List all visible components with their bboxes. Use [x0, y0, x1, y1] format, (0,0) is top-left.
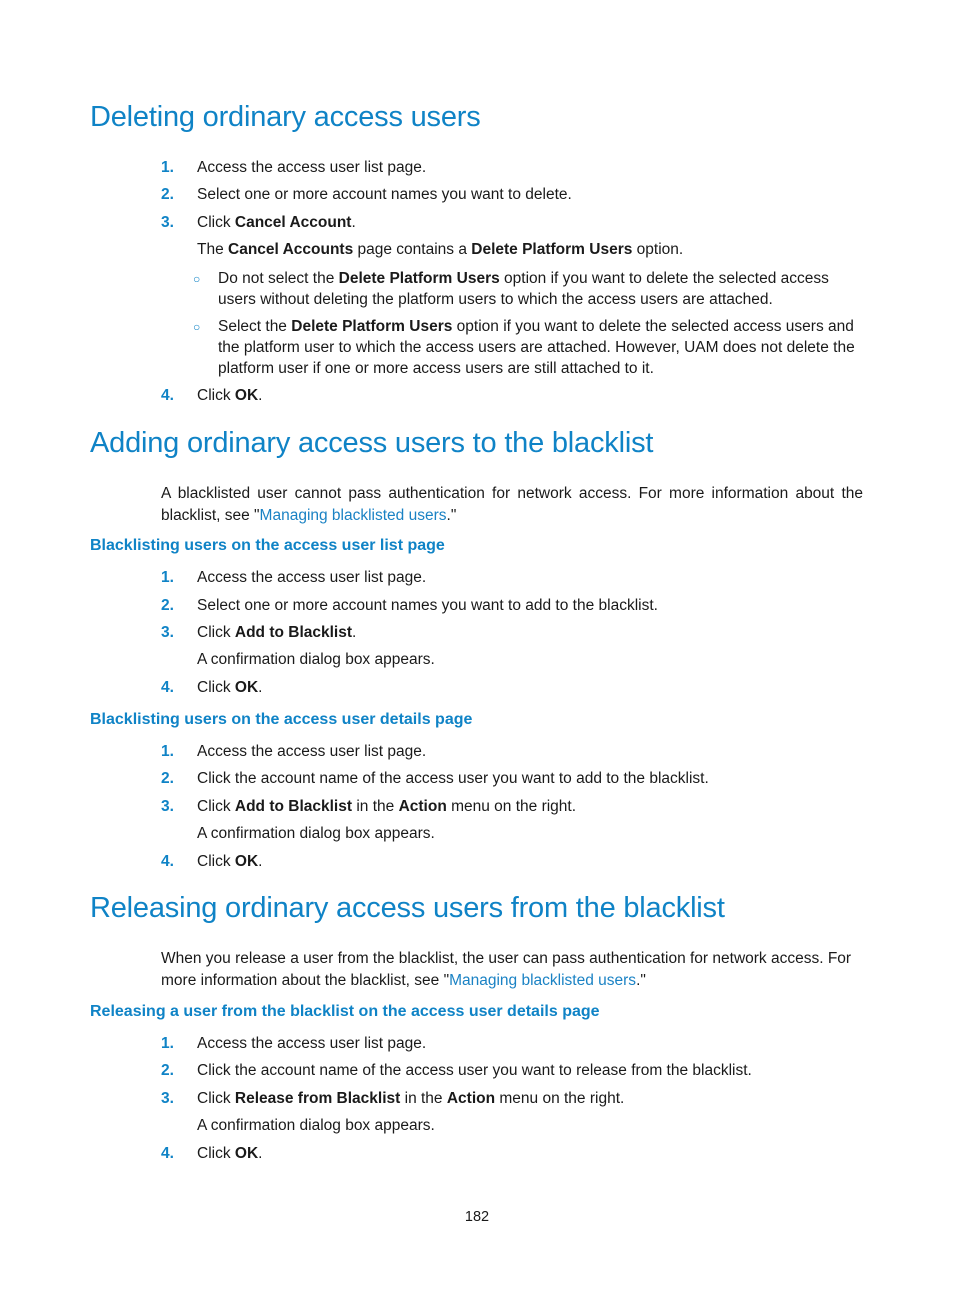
step-number: 1. [161, 1035, 174, 1052]
ui-term: Add to Blacklist [234, 624, 353, 641]
step-number: 1. [161, 743, 174, 760]
step-number: 2. [161, 1062, 174, 1079]
step-note: A confirmation dialog box appears. [197, 651, 435, 668]
step-number: 2. [161, 186, 174, 203]
circle-bullet-icon: ○ [193, 320, 201, 334]
step-number: 3. [161, 1090, 174, 1107]
section-intro: When you release a user from the blacklist, the user can pass authentication for network access. For more information about the blacklist, see "Managing blacklisted users." [161, 950, 852, 989]
step-note: A confirmation dialog box appears. [197, 1117, 435, 1134]
section-title-adding: Adding ordinary access users to the blacklist [90, 427, 654, 459]
bullet-text: Do not select the Delete Platform Users option if you want to delete the selected access users without deleting the platform users to which the access users are attached. [218, 270, 829, 308]
circle-bullet-icon: ○ [193, 272, 201, 286]
ui-term: OK [234, 387, 259, 404]
ui-term: Cancel Account [234, 214, 352, 231]
step-text: Click Cancel Account. [197, 214, 356, 231]
step-number: 1. [161, 159, 174, 176]
step-text: Click OK. [197, 387, 263, 404]
step-text: Select one or more account names you want to delete. [197, 186, 572, 203]
step-text: Select one or more account names you want to add to the blacklist. [197, 597, 658, 614]
step-note: A confirmation dialog box appears. [197, 825, 435, 842]
step-number: 1. [161, 569, 174, 586]
bullet-text: Select the Delete Platform Users option if you want to delete the selected access users and the platform user to which the access users are attached. However, UAM does not delete the platform user if one or more access users are still attached to it. [218, 318, 855, 377]
ui-term: Release from Blacklist [234, 1090, 401, 1107]
section-title-releasing: Releasing ordinary access users from the blacklist [90, 892, 725, 924]
ui-term: OK [234, 679, 259, 696]
managing-blacklisted-users-link[interactable]: Managing blacklisted users [259, 506, 447, 524]
step-text: Click OK. [197, 1145, 263, 1162]
step-number: 3. [161, 214, 174, 231]
ui-term: OK [234, 1145, 259, 1162]
page-number: 182 [464, 1209, 490, 1225]
section-title-deleting: Deleting ordinary access users [90, 101, 481, 133]
step-text: Access the access user list page. [197, 159, 427, 176]
step-text: Click Add to Blacklist. [197, 624, 357, 641]
step-number: 4. [161, 387, 174, 404]
step-text: Access the access user list page. [197, 569, 427, 586]
ui-term: Action [398, 798, 447, 815]
ui-term: Action [446, 1090, 496, 1107]
section-intro: A blacklisted user cannot pass authentication for network access. For more information about the blacklist, see "Managing blacklisted users." [161, 485, 863, 524]
step-number: 3. [161, 798, 174, 815]
ui-term: Delete Platform Users [291, 318, 453, 335]
step-text: Click the account name of the access user you want to release from the blacklist. [197, 1062, 752, 1079]
managing-blacklisted-users-link[interactable]: Managing blacklisted users [449, 971, 637, 989]
ui-term: Delete Platform Users [471, 241, 633, 258]
step-number: 4. [161, 1145, 174, 1162]
step-text: Click OK. [197, 679, 263, 696]
subsection-title-release-details: Releasing a user from the blacklist on the access user details page [90, 1003, 600, 1020]
step-note: The Cancel Accounts page contains a Delete Platform Users option. [197, 241, 684, 258]
step-text: Access the access user list page. [197, 743, 427, 760]
subsection-title-list-page: Blacklisting users on the access user list page [90, 537, 445, 554]
step-number: 4. [161, 679, 174, 696]
step-number: 2. [161, 770, 174, 787]
ui-term: Cancel Accounts [228, 241, 354, 258]
step-number: 3. [161, 624, 174, 641]
step-number: 2. [161, 597, 174, 614]
ui-term: OK [234, 853, 259, 870]
step-number: 4. [161, 853, 174, 870]
step-text: Click Add to Blacklist in the Action menu on the right. [197, 798, 577, 815]
ui-term: Delete Platform Users [338, 270, 500, 287]
ui-term: Add to Blacklist [234, 798, 353, 815]
step-text: Click OK. [197, 853, 263, 870]
step-text: Click Release from Blacklist in the Action menu on the right. [197, 1090, 625, 1107]
step-text: Access the access user list page. [197, 1035, 427, 1052]
step-text: Click the account name of the access user you want to add to the blacklist. [197, 770, 709, 787]
subsection-title-details-page: Blacklisting users on the access user details page [90, 711, 473, 728]
